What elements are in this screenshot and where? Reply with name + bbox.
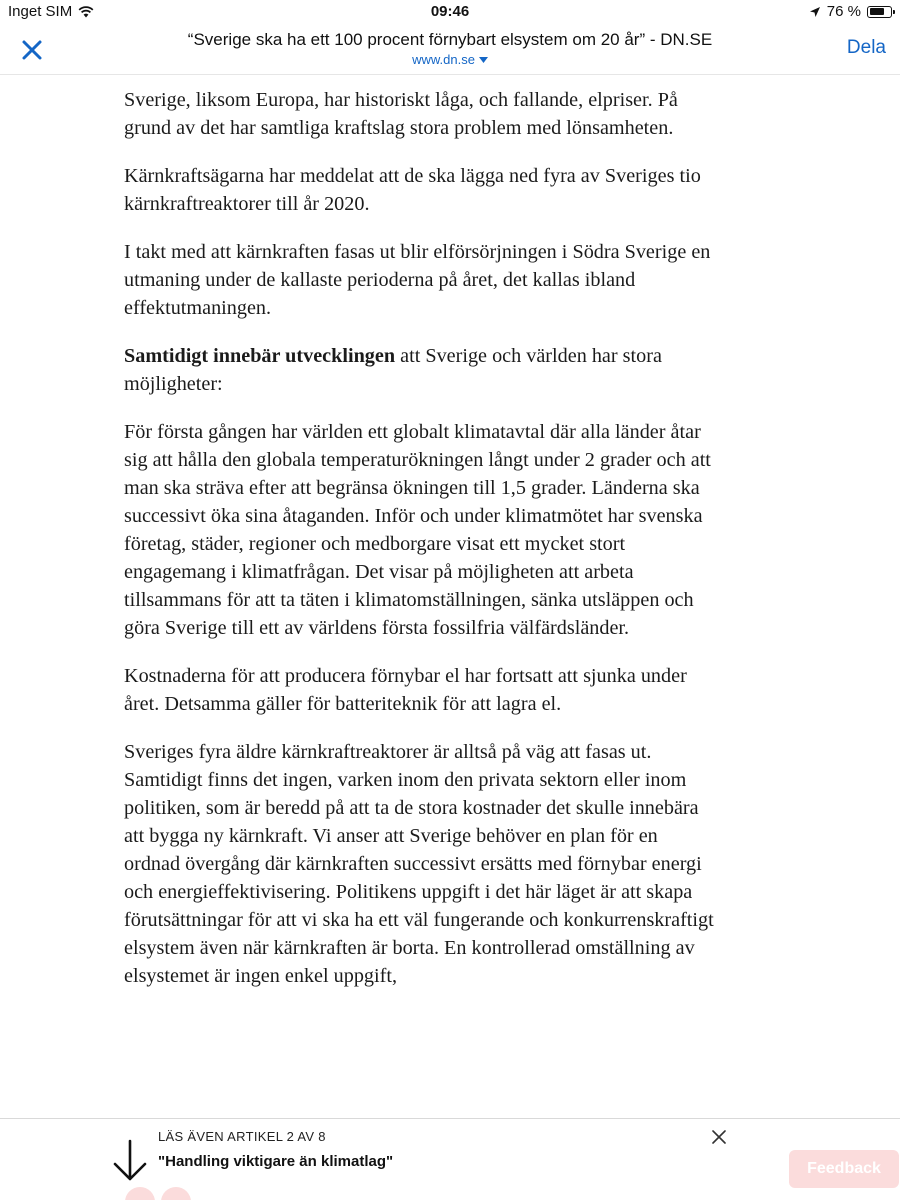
nav-title-block [110, 30, 790, 69]
battery-fill [870, 8, 884, 15]
caret-down-icon [479, 57, 488, 63]
carrier-label: Inget SIM [8, 3, 73, 20]
share-buttons-partial-icon [122, 1186, 202, 1200]
article-body [124, 86, 714, 1010]
battery-percent: 76 % [826, 3, 861, 20]
share-button[interactable]: Dela [846, 37, 886, 58]
close-icon[interactable] [18, 36, 46, 64]
status-time: 09:46 [430, 3, 470, 20]
read-also-title[interactable]: "Handling viktigare än klimatlag" [158, 1153, 394, 1170]
article-paragraph: Kostnaderna för att producera förnybar el har fortsatt att sjunka under året. Detsamma gäller för batteriteknik för att lagra el. [124, 665, 687, 715]
paragraph-text: att Sverige och världen har stora möjligheter: [124, 345, 662, 395]
feedback-button[interactable]: Feedback [789, 1150, 899, 1188]
paragraph-lead-bold: Samtidigt innebär utvecklingen [124, 345, 396, 367]
article-paragraph [124, 342, 714, 398]
page-title: “Sverige ska ha ett 100 procent förnybart elsystem om 20 år” - DN.SE [187, 30, 713, 49]
arrow-down-icon [112, 1139, 148, 1183]
article-paragraph: Kärnkraftsägarna har meddelat att de ska lägga ned fyra av Sveriges tio kärnkraftreaktorer till år 2020. [124, 165, 701, 215]
battery-icon [867, 6, 892, 18]
location-arrow-icon [809, 6, 821, 18]
read-also-kicker: LÄS ÄVEN ARTIKEL 2 AV 8 [158, 1129, 326, 1144]
status-right [809, 3, 892, 20]
article-paragraph: För första gången har världen ett globalt klimatavtal där alla länder åtar sig att hålla den globala temperaturökningen långt under 2 grader och att man ska sträva efter att begränsa ökningen till 1,5 grader. Länderna ska successivt öka sina åtaganden. Inför och under klimatmötet har svenska företag, städer, regioner och medborgare visat ett mycket stort engagemang i klimatfrågan. Det visar på möjligheten att arbeta tillsammans för att ta täten i klimatomställningen, sänka utsläppen och göra Sverige till ett av världens första fossilfria välfärdsländer. [124, 421, 711, 639]
article-paragraph: I takt med att kärnkraften fasas ut blir elförsörjningen i Södra Sverige en utmaning under de kallaste perioderna på året, det kallas ibland effektutmaningen. [124, 241, 711, 319]
article-paragraph: Sverige, liksom Europa, har historiskt låga, och fallande, elpriser. På grund av det har samtliga kraftslag stora problem med lönsamheten. [124, 89, 678, 139]
status-bar [0, 0, 900, 24]
nav-bar [0, 24, 900, 75]
close-icon[interactable] [710, 1128, 728, 1146]
domain-dropdown[interactable] [412, 52, 488, 67]
domain-label: www.dn.se [412, 52, 475, 67]
article-paragraph: Sveriges fyra äldre kärnkraftreaktorer är alltså på väg att fasas ut. Samtidigt finns det ingen, varken inom den privata sektorn eller inom politiken, som är beredd på att ta de stora kostnader det skulle innebära att bygga ny kärnkraft. Vi anser att Sverige behöver en plan för en ordnad övergång där kärnkraften successivt ersätts med förnybar energi och energieffektivisering. Politikens uppgift i det här läget är att skapa förutsättningar för att vi ska ha ett väl fungerande och konkurrenskraftigt elsystem även när kärnkraften är borta. En kontrollerad omställning av elsystemet är ingen enkel uppgift, [124, 741, 714, 987]
